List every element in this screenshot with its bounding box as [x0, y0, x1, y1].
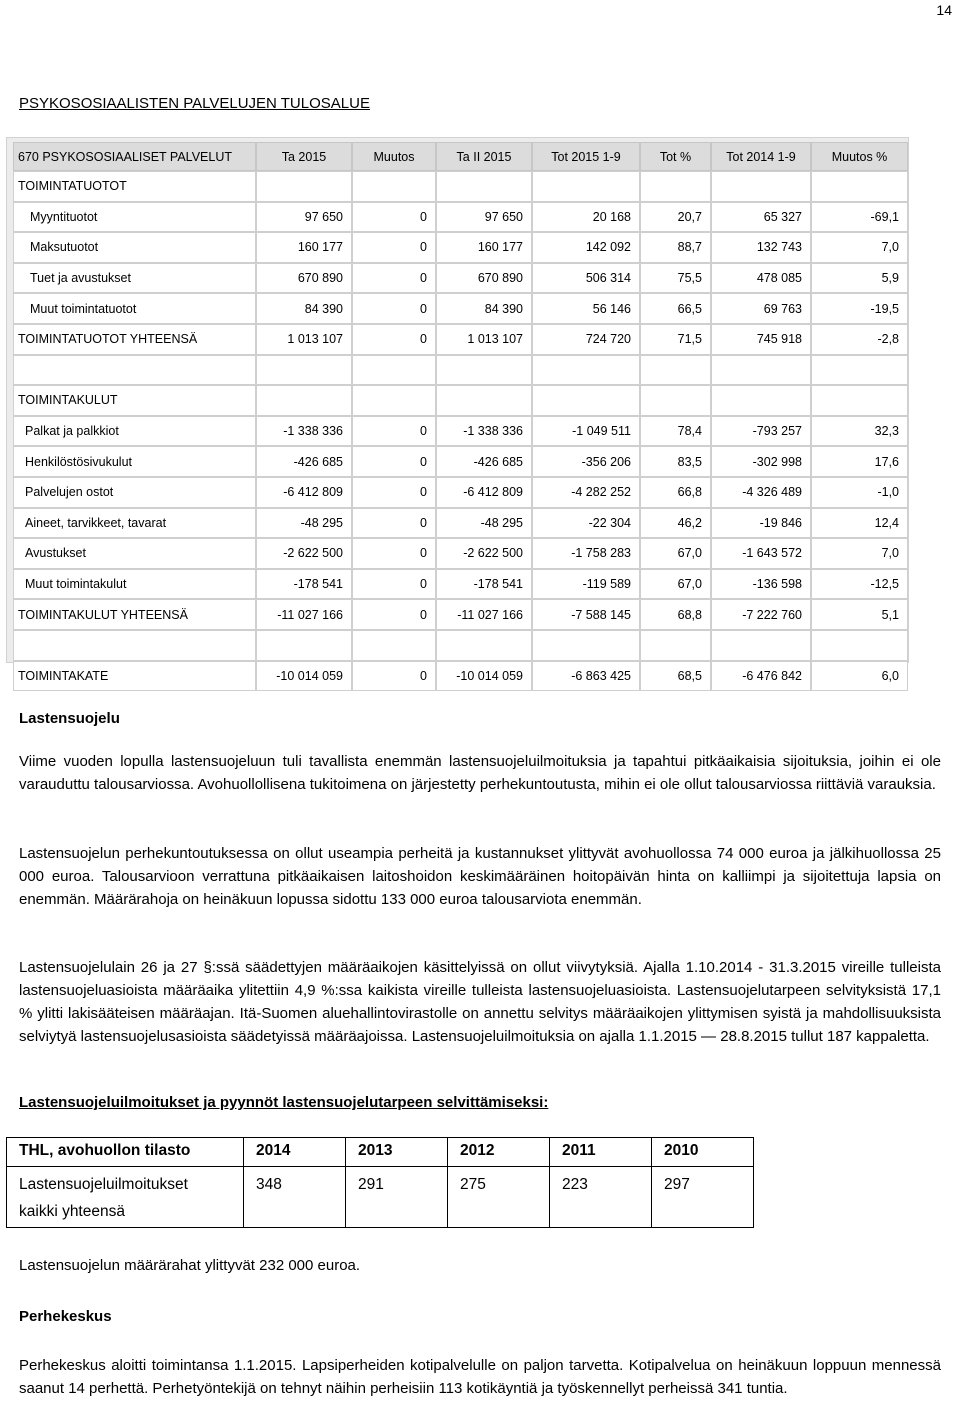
table-row	[13, 508, 908, 539]
table-cell: -426 685	[256, 446, 352, 477]
table-cell	[640, 385, 711, 416]
table-cell	[436, 171, 532, 202]
row-label-cell: Muut toimintakulut	[13, 569, 256, 600]
table-cell	[640, 630, 711, 661]
table-cell: 7,0	[811, 232, 908, 263]
row-label-cell	[13, 630, 256, 661]
table-cell	[436, 385, 532, 416]
table-cell: -6 863 425	[532, 661, 640, 692]
table-cell: -1,0	[811, 477, 908, 508]
table-cell: 0	[352, 263, 436, 294]
table-header-cell: Ta II 2015	[436, 142, 532, 171]
row-label-cell	[7, 1167, 244, 1228]
table-header-cell: Ta 2015	[256, 142, 352, 171]
table-cell: -178 541	[436, 569, 532, 600]
table-cell: -1 758 283	[532, 538, 640, 569]
table-cell	[711, 385, 811, 416]
table-cell: 0	[352, 416, 436, 447]
table-cell: 0	[352, 538, 436, 569]
table-cell: 291	[346, 1167, 448, 1228]
row-label-cell: Myyntituotot	[13, 202, 256, 233]
perhekeskus-title: Perhekeskus	[19, 1308, 112, 1325]
page-number: 14	[936, 2, 952, 18]
table-cell: -6 412 809	[256, 477, 352, 508]
table-cell: -2 622 500	[256, 538, 352, 569]
row-label-cell: Palkat ja palkkiot	[13, 416, 256, 447]
table-cell: 65 327	[711, 202, 811, 233]
table-cell: 67,0	[640, 569, 711, 600]
table-cell	[811, 385, 908, 416]
table-row	[13, 538, 908, 569]
table-row	[13, 355, 908, 386]
table-row	[13, 293, 908, 324]
table-cell: 132 743	[711, 232, 811, 263]
table-header-row	[7, 1138, 754, 1167]
table-cell: 5,9	[811, 263, 908, 294]
table-cell	[811, 355, 908, 386]
table-header-row	[13, 142, 908, 171]
table-cell: 0	[352, 508, 436, 539]
table-cell	[640, 171, 711, 202]
table-cell: 20 168	[532, 202, 640, 233]
table-cell: -4 282 252	[532, 477, 640, 508]
table-header-cell: Tot 2015 1-9	[532, 142, 640, 171]
table-row	[13, 630, 908, 661]
table-cell: 69 763	[711, 293, 811, 324]
table-cell	[436, 630, 532, 661]
table-cell: 67,0	[640, 538, 711, 569]
row-label-cell: TOIMINTATUOTOT	[13, 171, 256, 202]
table-cell: 142 092	[532, 232, 640, 263]
table-cell: -22 304	[532, 508, 640, 539]
table-cell: 78,4	[640, 416, 711, 447]
table-cell: 1 013 107	[436, 324, 532, 355]
row-label-line: Lastensuojeluilmoitukset	[19, 1176, 188, 1193]
table-cell: 84 390	[436, 293, 532, 324]
table-cell: 0	[352, 446, 436, 477]
table-cell: -1 338 336	[256, 416, 352, 447]
row-label-cell: Palvelujen ostot	[13, 477, 256, 508]
table-cell: 0	[352, 599, 436, 630]
table-cell: 160 177	[436, 232, 532, 263]
table-cell	[811, 630, 908, 661]
table-cell	[256, 171, 352, 202]
table-cell: -10 014 059	[256, 661, 352, 692]
ilmoitukset-title: Lastensuojeluilmoitukset ja pyynnöt lastensuojelutarpeen selvittämiseksi:	[19, 1094, 549, 1111]
table-cell: -178 541	[256, 569, 352, 600]
table-cell	[711, 171, 811, 202]
table-cell	[711, 630, 811, 661]
table-row	[13, 171, 908, 202]
table-header-cell: THL, avohuollon tilasto	[7, 1138, 244, 1167]
table-cell: 670 890	[256, 263, 352, 294]
table-row	[13, 202, 908, 233]
table-cell: -48 295	[436, 508, 532, 539]
ilmoitukset-table	[6, 1137, 754, 1228]
table-cell	[532, 385, 640, 416]
table-cell: 670 890	[436, 263, 532, 294]
table-cell	[811, 171, 908, 202]
table-cell: 20,7	[640, 202, 711, 233]
table-row	[13, 263, 908, 294]
table-cell: -7 588 145	[532, 599, 640, 630]
table-cell: -48 295	[256, 508, 352, 539]
table-cell: -119 589	[532, 569, 640, 600]
table-cell: -4 326 489	[711, 477, 811, 508]
table-header-cell: 670 PSYKOSOSIAALISET PALVELUT	[13, 142, 256, 171]
table-header-cell: Muutos	[352, 142, 436, 171]
table-cell: 724 720	[532, 324, 640, 355]
table-header-cell: Muutos %	[811, 142, 908, 171]
table-cell	[256, 630, 352, 661]
table-cell	[436, 355, 532, 386]
row-label-cell: Muut toimintatuotot	[13, 293, 256, 324]
row-label-cell: Aineet, tarvikkeet, tavarat	[13, 508, 256, 539]
table-cell: 56 146	[532, 293, 640, 324]
table-cell	[352, 630, 436, 661]
table-cell: 68,5	[640, 661, 711, 692]
table-cell: 17,6	[811, 446, 908, 477]
table-cell: -793 257	[711, 416, 811, 447]
table-header-cell: 2012	[448, 1138, 550, 1167]
table-cell: 0	[352, 232, 436, 263]
table-cell: -2 622 500	[436, 538, 532, 569]
table-cell: 68,8	[640, 599, 711, 630]
table-cell: 6,0	[811, 661, 908, 692]
table-cell: -1 338 336	[436, 416, 532, 447]
table-cell	[711, 355, 811, 386]
table-header-cell: 2013	[346, 1138, 448, 1167]
table-cell: 223	[550, 1167, 652, 1228]
section-heading: PSYKOSOSIAALISTEN PALVELUJEN TULOSALUE	[19, 95, 370, 112]
row-label-cell: Avustukset	[13, 538, 256, 569]
table-cell: -1 643 572	[711, 538, 811, 569]
table-cell: -136 598	[711, 569, 811, 600]
table-cell: 506 314	[532, 263, 640, 294]
table-cell: 84 390	[256, 293, 352, 324]
table-cell: -356 206	[532, 446, 640, 477]
table-cell: 0	[352, 324, 436, 355]
table-cell: -19 846	[711, 508, 811, 539]
table-cell	[256, 355, 352, 386]
table-cell: 275	[448, 1167, 550, 1228]
table-header-cell: Tot 2014 1-9	[711, 142, 811, 171]
table-cell: -2,8	[811, 324, 908, 355]
table-cell: 745 918	[711, 324, 811, 355]
table-cell: -12,5	[811, 569, 908, 600]
table-cell: 97 650	[436, 202, 532, 233]
finance-table-panel	[6, 137, 909, 683]
table-cell: -10 014 059	[436, 661, 532, 692]
table-cell: 46,2	[640, 508, 711, 539]
table-cell: 5,1	[811, 599, 908, 630]
table-cell: 348	[244, 1167, 346, 1228]
table-cell: 75,5	[640, 263, 711, 294]
table-cell: 66,5	[640, 293, 711, 324]
budget-note: Lastensuojelun määrärahat ylittyvät 232 000 euroa.	[19, 1257, 361, 1274]
table-cell: 297	[652, 1167, 754, 1228]
table-cell: 12,4	[811, 508, 908, 539]
table-header-cell: Tot %	[640, 142, 711, 171]
table-cell: -11 027 166	[436, 599, 532, 630]
table-cell: 160 177	[256, 232, 352, 263]
table-cell	[532, 355, 640, 386]
table-header-cell: 2010	[652, 1138, 754, 1167]
paragraph: Perhekeskus aloitti toimintansa 1.1.2015. Lapsiperheiden kotipalvelulle on paljon tarvetta. Kotipalvelua on heinäkuun loppuun mennessä saanut 14 perhettä. Perhetyöntekijä on tehnyt näihin perheisiin 113 kotikäyntiä ja työskennellyt perheissä 341 tuntia.	[19, 1357, 941, 1397]
table-cell: -6 412 809	[436, 477, 532, 508]
table-row	[13, 446, 908, 477]
table-header-cell: 2011	[550, 1138, 652, 1167]
table-cell: 0	[352, 569, 436, 600]
row-label-cell: TOIMINTATUOTOT YHTEENSÄ	[13, 324, 256, 355]
table-row	[13, 477, 908, 508]
paragraph: Lastensuojelun perhekuntoutuksessa on ollut useampia perheitä ja kustannukset ylittyvät avohuollossa 74 000 euroa ja jälkihuollossa 25 000 euroa. Talousarvioon verrattuna pitkäaikaisen laitoshoidon keskimääräinen hoitopäivän hinta on kalliimpi ja sijoitettuja lapsia on enemmän. Määrärahoja on heinäkuun lopussa sidottu 133 000 euroa talousarviota enemmän.	[19, 845, 941, 908]
table-row	[13, 599, 908, 630]
table-cell	[640, 355, 711, 386]
row-label-cell	[13, 355, 256, 386]
table-cell: 0	[352, 202, 436, 233]
table-cell	[352, 355, 436, 386]
row-label-line: kaikki yhteensä	[19, 1203, 125, 1220]
table-row	[13, 416, 908, 447]
table-cell: 1 013 107	[256, 324, 352, 355]
table-cell: -1 049 511	[532, 416, 640, 447]
table-cell: 0	[352, 661, 436, 692]
table-cell: 32,3	[811, 416, 908, 447]
table-header-cell: 2014	[244, 1138, 346, 1167]
table-cell: -69,1	[811, 202, 908, 233]
lastensuojelu-title: Lastensuojelu	[19, 710, 120, 727]
table-cell: 83,5	[640, 446, 711, 477]
row-label-cell: TOIMINTAKULUT	[13, 385, 256, 416]
row-label-cell: Henkilöstösivukulut	[13, 446, 256, 477]
row-label-cell: TOIMINTAKULUT YHTEENSÄ	[13, 599, 256, 630]
table-row	[13, 232, 908, 263]
paragraph: Lastensuojelulain 26 ja 27 §:ssä säädettyjen määräaikojen käsittelyissä on ollut viivytyksiä. Ajalla 1.10.2014 - 31.3.2015 vireille tulleista lastensuojeluasioista määräaika ylitettiin 4,9 %:ssa kaikista vireille tulleista lastensuojeluasioista. Lastensuojelutarpeen selvityksistä 17,1 % ylitti lakisääteisen määräajan. Itä-Suomen aluehallintovirastolle on annettu selvitys määräaikojen ylittymisen syistä ja mahdollisuuksista selviytyä lastensuojelusasioista säädetyissä määräajoissa. Lastensuojeluilmoituksia on ajalla 1.1.2015 — 28.8.2015 tullut 187 kappaletta.	[19, 959, 941, 1045]
table-cell	[532, 171, 640, 202]
table-row	[7, 1167, 754, 1228]
table-cell	[532, 630, 640, 661]
table-row	[13, 661, 908, 692]
paragraph: Viime vuoden lopulla lastensuojeluun tuli tavallista enemmän lastensuojeluilmoituksia ja tapahtui pitkäaikaisia sijoituksia, joihin ei ole varauduttu talousarviossa. Avohuollollisena tukitoimena on järjestetty perhekuntoutusta, mihin ei ole ollut talousarviossa riittäviä varauksia.	[19, 753, 941, 793]
table-cell: 0	[352, 293, 436, 324]
table-cell: -11 027 166	[256, 599, 352, 630]
table-cell: 66,8	[640, 477, 711, 508]
table-cell: -6 476 842	[711, 661, 811, 692]
table-cell	[352, 171, 436, 202]
table-cell	[256, 385, 352, 416]
table-cell: -302 998	[711, 446, 811, 477]
row-label-cell: Maksutuotot	[13, 232, 256, 263]
table-cell: 7,0	[811, 538, 908, 569]
table-cell: 97 650	[256, 202, 352, 233]
row-label-cell: Tuet ja avustukset	[13, 263, 256, 294]
table-cell: -426 685	[436, 446, 532, 477]
table-cell: 0	[352, 477, 436, 508]
table-cell: 478 085	[711, 263, 811, 294]
table-row	[13, 324, 908, 355]
finance-table	[13, 142, 908, 691]
table-cell: 88,7	[640, 232, 711, 263]
table-row	[13, 569, 908, 600]
table-row	[13, 385, 908, 416]
table-cell: 71,5	[640, 324, 711, 355]
table-cell	[352, 385, 436, 416]
table-cell: -7 222 760	[711, 599, 811, 630]
table-cell: -19,5	[811, 293, 908, 324]
row-label-cell: TOIMINTAKATE	[13, 661, 256, 692]
